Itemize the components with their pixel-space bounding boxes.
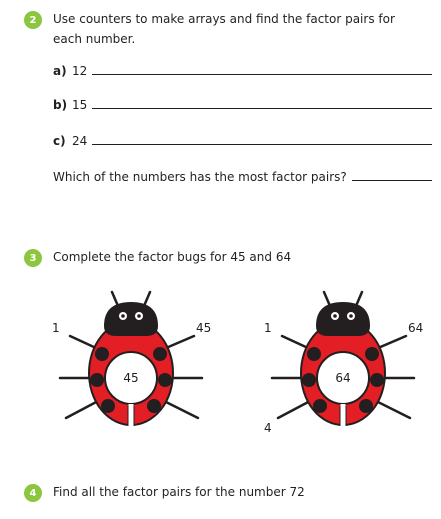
part-a-value: 12 (72, 64, 88, 78)
followup-question: Which of the numbers has the most factor pairs? (53, 170, 347, 184)
bug-top-left-number: 1 (52, 321, 60, 335)
bug-center-number: 64 (335, 371, 351, 385)
factor-bug-64 (264, 288, 424, 438)
bug-top-right-number: 64 (408, 321, 424, 335)
bug-head (316, 302, 370, 336)
followup-answer-line[interactable] (352, 180, 432, 181)
question-2-number: 2 (24, 11, 42, 29)
part-b-label: b) (53, 98, 68, 112)
part-a-answer-line[interactable] (92, 74, 432, 75)
bug-bottom-left-number: 4 (264, 421, 272, 435)
part-b-answer-line[interactable] (92, 108, 432, 109)
part-c-value: 24 (72, 134, 88, 148)
question-4-instruction: Find all the factor pairs for the number 72 (53, 485, 305, 499)
bug-top-left-number: 1 (264, 321, 272, 335)
part-c-label: c) (53, 134, 66, 148)
question-2-instruction-line1: Use counters to make arrays and find the factor pairs for (53, 12, 395, 26)
bug-top-right-number: 45 (196, 321, 212, 335)
bug-head (104, 302, 158, 336)
question-2-instruction-line2: each number. (53, 32, 136, 46)
question-3-instruction: Complete the factor bugs for 45 and 64 (53, 250, 292, 264)
question-3-number: 3 (24, 249, 42, 267)
bug-center-number: 45 (123, 371, 139, 385)
part-b-value: 15 (72, 98, 88, 112)
factor-bug-45 (52, 288, 212, 438)
question-4-number: 4 (24, 484, 42, 502)
part-a-label: a) (53, 64, 67, 78)
part-c-answer-line[interactable] (92, 144, 432, 145)
